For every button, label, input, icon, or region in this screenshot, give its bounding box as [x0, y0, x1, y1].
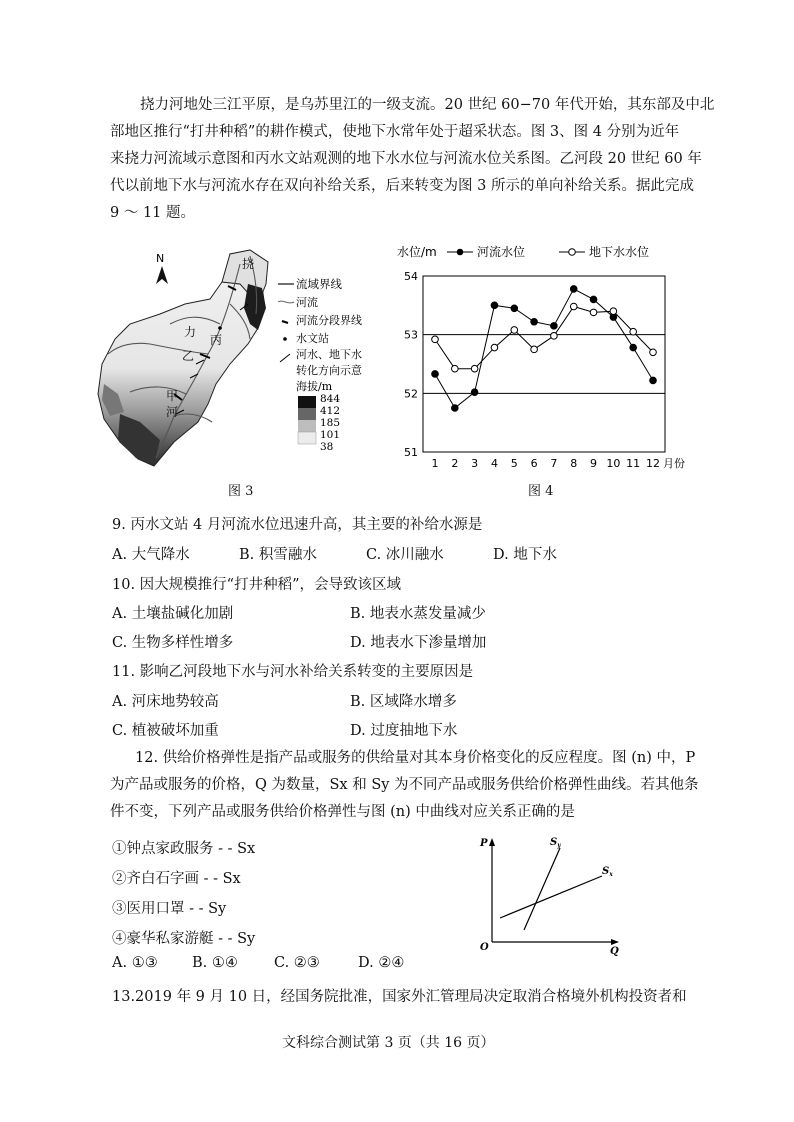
- intro-line-4: 代以前地下水与河流水存在双向补给关系，后来转变为图 3 所示的单向补给关系。据此完成: [110, 178, 694, 194]
- q12-item-1: ①钟点家政服务 - - Sx: [112, 841, 256, 857]
- groundwater-point: [630, 328, 637, 335]
- y-axis-label: 水位/m: [397, 245, 437, 259]
- river-point: [531, 318, 538, 325]
- x-tick-label: 5: [510, 457, 518, 470]
- q10-option-d: D. 地表水下渗量增加: [350, 635, 487, 651]
- elev-185: 185: [320, 417, 341, 429]
- supply-elasticity-graph: [470, 830, 630, 960]
- river-point: [511, 305, 518, 312]
- y-tick-label: 52: [404, 387, 418, 401]
- river-point: [650, 377, 657, 384]
- q12-item-2: ②齐白石字画 - - Sx: [112, 871, 241, 887]
- groundwater-point: [471, 365, 478, 372]
- label-he: 河: [166, 405, 179, 419]
- q11-option-d: D. 过度抽地下水: [350, 723, 458, 739]
- label-li: 力: [184, 325, 197, 339]
- elev-101: 101: [320, 429, 341, 441]
- north-label: N: [156, 252, 165, 265]
- legend-transfer-2: 转化方向示意: [296, 364, 362, 377]
- river-point: [590, 296, 597, 303]
- q12-line-3: 件不变，下列产品或服务供给价格弹性与图 (n) 中曲线对应关系正确的是: [110, 804, 575, 820]
- legend-river-label: 河流水位: [477, 245, 526, 259]
- q12-item-3: ③医用口罩 - - Sy: [112, 901, 227, 917]
- river-point: [630, 344, 637, 351]
- groundwater-point: [590, 309, 597, 316]
- q9-option-c: C. 冰川融水: [366, 547, 444, 563]
- x-tick-label: 2: [451, 457, 459, 470]
- basin-map: [90, 244, 390, 472]
- groundwater-point: [531, 346, 538, 353]
- sx-curve: [500, 876, 602, 918]
- elev-844: 844: [320, 393, 341, 405]
- y-tick-label: 53: [404, 328, 418, 342]
- q12-option-c: C. ②③: [274, 955, 320, 971]
- river-point: [432, 371, 439, 378]
- river-point: [471, 389, 478, 396]
- river-point: [570, 286, 577, 293]
- x-tick-label: 6: [530, 457, 538, 470]
- groundwater-point: [511, 327, 518, 334]
- groundwater-point: [452, 365, 459, 372]
- sy-label: $S_y$: [550, 837, 561, 849]
- intro-line-3: 来挠力河流域示意图和丙水文站观测的地下水水位与河流水位关系图。乙河段 20 世纪 60 年: [110, 151, 702, 167]
- label-bing: 丙: [210, 333, 223, 347]
- intro-line-2: 部地区推行“打井种稻”的耕作模式，使地下水常年处于超采状态。图 3、图 4 分别为近年: [110, 124, 680, 140]
- map-legend: [278, 277, 362, 453]
- elev-38: 38: [320, 441, 334, 453]
- x-tick-label: 4: [490, 457, 498, 470]
- q13-stem: 13.2019 年 9 月 10 日，经国务院批准，国家外汇管理局决定取消合格境外机构投资者和: [112, 989, 687, 1005]
- intro-line-1: 挠力河地处三江平原，是乌苏里江的一级支流。20 世纪 60−70 年代开始，其东部及中北: [140, 97, 715, 113]
- intro-line-5: 9 ～ 11 题。: [110, 205, 196, 221]
- elevation-title: 海拔/m: [296, 380, 333, 393]
- page-footer: 文科综合测试第 3 页（共 16 页）: [282, 1035, 495, 1051]
- groundwater-point: [491, 344, 498, 351]
- q11-option-c: C. 植被破坏加重: [112, 723, 219, 739]
- q11-option-b: B. 区域降水增多: [350, 694, 457, 710]
- label-nao: 挠: [242, 257, 255, 271]
- p-axis-label: P: [480, 838, 488, 849]
- sy-curve: [524, 848, 560, 930]
- figure-4-caption: 图 4: [528, 484, 554, 499]
- q12-line-2: 为产品或服务的价格，Q 为数量，Sx 和 Sy 为不同产品或服务供给价格弹性曲线。若其他条: [110, 777, 699, 793]
- q9-stem: 9. 丙水文站 4 月河流水位迅速升高，其主要的补给水源是: [112, 517, 483, 533]
- river-point: [491, 302, 498, 309]
- q12-line-1: 12. 供给价格弹性是指产品或服务的供给量对其本身价格变化的反应程度。图 (n) 中，P: [135, 750, 696, 766]
- label-jia: 甲: [166, 389, 179, 403]
- x-tick-label: 10: [606, 457, 621, 470]
- legend-river-marker: [457, 249, 464, 256]
- x-tick-label: 12: [646, 457, 660, 470]
- legend-boundary: 流域界线: [296, 277, 342, 291]
- figure-3-caption: 图 3: [228, 484, 254, 499]
- elev-412: 412: [320, 405, 341, 417]
- q12-option-b: B. ①④: [192, 955, 238, 971]
- q10-option-a: A. 土壤盐碱化加剧: [112, 606, 234, 622]
- river-point: [452, 405, 459, 412]
- x-tick-label: 8: [570, 457, 578, 470]
- q12-option-d: D. ②④: [358, 955, 405, 971]
- q9-option-a: A. 大气降水: [112, 547, 190, 563]
- x-tick-label: 9: [590, 457, 598, 470]
- q10-stem: 10. 因大规模推行“打井种稻”，会导致该区域: [112, 577, 401, 593]
- q-axis-label: Q: [610, 946, 619, 957]
- q9-option-d: D. 地下水: [493, 547, 557, 563]
- series-line-groundwater: [435, 307, 653, 369]
- q11-stem: 11. 影响乙河段地下水与河水补给关系转变的主要原因是: [112, 664, 474, 680]
- legend-station: 水文站: [296, 332, 329, 345]
- groundwater-point: [551, 333, 558, 340]
- q10-option-c: C. 生物多样性增多: [112, 635, 234, 651]
- groundwater-point: [610, 308, 617, 315]
- north-arrow-icon: [156, 252, 168, 284]
- sx-label: $S_x$: [602, 866, 613, 878]
- groundwater-point: [650, 349, 657, 356]
- plot-frame: [423, 276, 665, 452]
- hydrological-station-icon: [218, 326, 222, 330]
- q12-option-a: A. ①③: [112, 955, 158, 971]
- water-level-chart: [395, 240, 695, 478]
- legend-transfer-1: 河水、地下水: [296, 348, 362, 361]
- groundwater-point: [432, 336, 439, 343]
- q11-option-a: A. 河床地势较高: [112, 694, 219, 710]
- q12-item-4: ④豪华私家游艇 - - Sy: [112, 931, 256, 947]
- x-tick-label: 7: [550, 457, 558, 470]
- q9-option-b: B. 积雪融水: [239, 547, 317, 563]
- river-point: [551, 323, 558, 330]
- legend-segment: 河流分段界线: [296, 314, 362, 327]
- x-axis-unit: 月份: [663, 457, 685, 470]
- x-tick-label: 3: [471, 457, 479, 470]
- groundwater-point: [570, 303, 577, 310]
- q10-option-b: B. 地表水蒸发量减少: [350, 606, 486, 622]
- y-tick-label: 54: [404, 270, 418, 283]
- origin-label: O: [480, 942, 489, 953]
- label-yi: 乙: [182, 349, 195, 363]
- series-line-river: [435, 289, 653, 408]
- y-tick-label: 51: [404, 446, 418, 459]
- legend-ground-label: 地下水水位: [589, 245, 650, 259]
- legend-ground-marker: [569, 249, 576, 256]
- x-tick-label: 1: [431, 457, 439, 470]
- legend-river: 河流: [296, 296, 318, 309]
- x-tick-label: 11: [626, 457, 641, 470]
